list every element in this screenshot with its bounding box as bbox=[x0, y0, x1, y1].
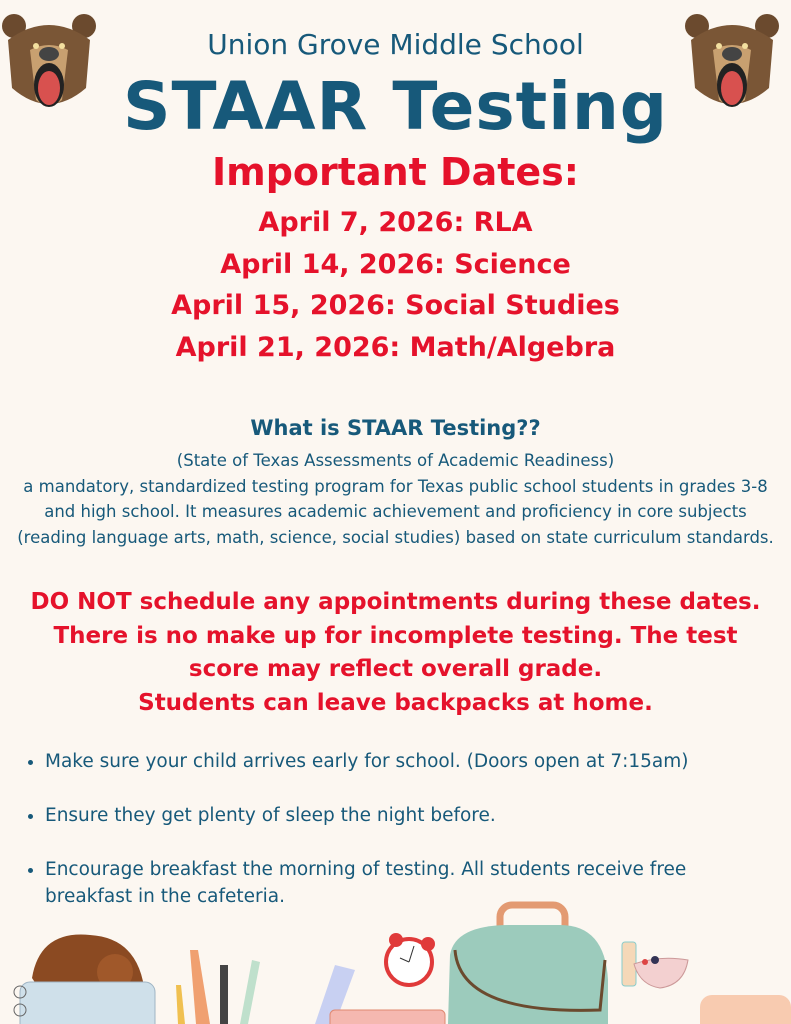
warning-line: Students can leave backpacks at home. bbox=[138, 689, 653, 716]
dates-heading: Important Dates: bbox=[212, 150, 579, 194]
pencils-icon bbox=[176, 950, 260, 1024]
school-supplies-illustration bbox=[0, 900, 791, 1024]
date-item: April 7, 2026: RLA bbox=[258, 207, 533, 238]
cereal-bowl-icon bbox=[622, 942, 688, 988]
about-heading: What is STAAR Testing?? bbox=[250, 416, 541, 440]
page-title: STAAR Testing bbox=[122, 68, 669, 145]
tip-item: • Make sure your child arrives early for school. (Doors open at 7:15am) bbox=[45, 748, 765, 775]
alarm-clock-icon bbox=[386, 933, 435, 985]
tip-item: • Ensure they get plenty of sleep the night before. bbox=[45, 802, 765, 829]
backpack-icon bbox=[448, 905, 608, 1024]
notebook-icon bbox=[14, 982, 155, 1024]
date-item: April 14, 2026: Science bbox=[220, 249, 571, 280]
tip-item: • Encourage breakfast the morning of testing. All students receive free breakfast in the cafeteria. bbox=[45, 856, 765, 910]
warning-block bbox=[0, 586, 791, 720]
date-item: April 21, 2026: Math/Algebra bbox=[175, 332, 616, 363]
acronym-expansion: (State of Texas Assessments of Academic Readiness) bbox=[176, 451, 615, 470]
warning-line: There is no make up for incomplete testing. The test score may reflect overall grade. bbox=[53, 622, 738, 682]
school-name: Union Grove Middle School bbox=[207, 28, 584, 61]
about-text bbox=[0, 448, 791, 550]
warning-line: DO NOT schedule any appointments during these dates. bbox=[30, 589, 761, 615]
book-icon bbox=[330, 1010, 445, 1024]
about-description: a mandatory, standardized testing program for Texas public school students in grades 3-8 and high school. It measures academic achievement and proficiency in core subjects (reading language arts, math, science, social studies) based on state curriculum standards. bbox=[17, 476, 774, 547]
pencil-case-icon bbox=[700, 995, 791, 1024]
date-item: April 15, 2026: Social Studies bbox=[171, 290, 620, 321]
